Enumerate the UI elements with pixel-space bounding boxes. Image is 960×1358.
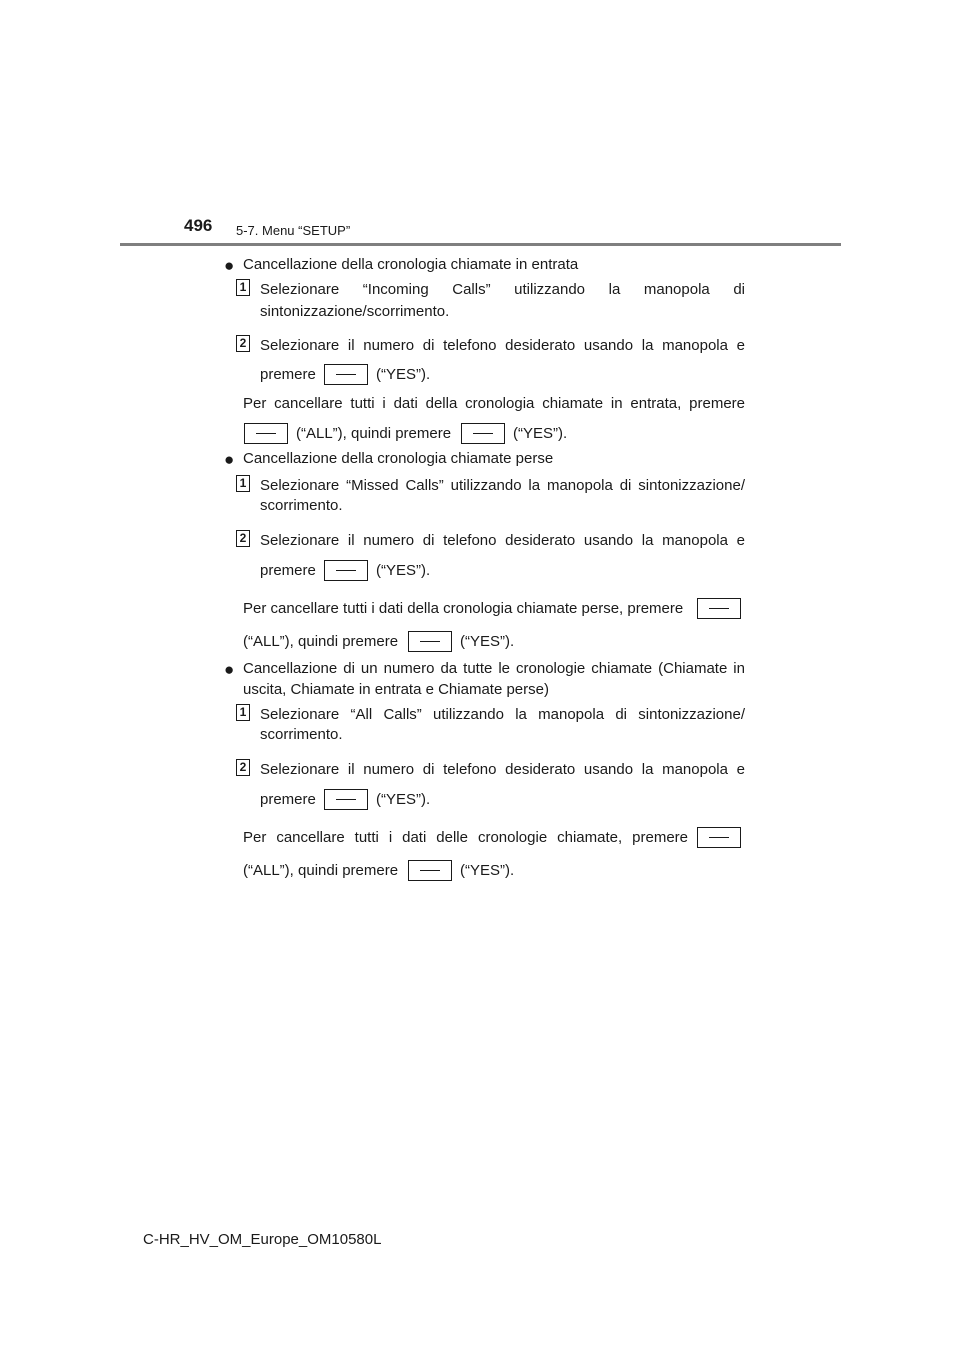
step-text: premere [260, 791, 316, 808]
note-text: (“YES”). [460, 633, 515, 650]
step-number-badge: 2 [236, 759, 250, 776]
yes-button-icon [461, 423, 505, 444]
section-heading: Cancellazione della cronologia chiamate in entrata [243, 256, 579, 273]
note-text: (“ALL”), quindi premere [243, 633, 399, 650]
note-text: (“ALL”), quindi premere [243, 862, 399, 879]
note-text: (“YES”). [460, 862, 515, 879]
step-text: Selezionare il numero di telefono desiderato usando la manopola e [260, 337, 745, 354]
bullet-icon: ● [224, 660, 235, 679]
yes-button-icon [324, 364, 368, 385]
header-rule [120, 243, 841, 246]
step-text: (“YES”). [376, 366, 431, 383]
note-text: Per cancellare tutti i dati della cronologia chiamate in entrata, premere [243, 395, 745, 412]
step-text: premere [260, 366, 316, 383]
all-button-icon [697, 598, 741, 619]
step-text: Selezionare “Incoming Calls” utilizzando la manopola di [260, 281, 745, 298]
step-number-badge: 1 [236, 475, 250, 492]
bullet-icon: ● [224, 450, 235, 469]
note-text: (“YES”). [513, 425, 568, 442]
step-text: scorrimento. [260, 497, 343, 514]
all-button-icon [244, 423, 288, 444]
step-text: (“YES”). [376, 562, 431, 579]
all-button-icon [697, 827, 741, 848]
page-number: 496 [184, 216, 213, 235]
section-heading: uscita, Chiamate in entrata e Chiamate perse) [243, 681, 549, 698]
yes-button-icon [324, 560, 368, 581]
note-text: Per cancellare tutti i dati delle cronologie chiamate, premere [243, 829, 688, 846]
step-text: (“YES”). [376, 791, 431, 808]
step-text: Selezionare il numero di telefono desiderato usando la manopola e [260, 532, 745, 549]
step-number-badge: 1 [236, 704, 250, 721]
step-text: Selezionare “Missed Calls” utilizzando la manopola di sintonizzazione/ [260, 477, 745, 494]
yes-button-icon [408, 631, 452, 652]
step-text: Selezionare il numero di telefono desiderato usando la manopola e [260, 761, 745, 778]
step-number-badge: 2 [236, 530, 250, 547]
step-text: Selezionare “All Calls” utilizzando la manopola di sintonizzazione/ [260, 706, 745, 723]
note-text: (“ALL”), quindi premere [296, 425, 452, 442]
step-text: scorrimento. [260, 726, 343, 743]
document-id: C-HR_HV_OM_Europe_OM10580L [143, 1231, 382, 1248]
step-number-badge: 2 [236, 335, 250, 352]
yes-button-icon [324, 789, 368, 810]
section-heading: Cancellazione della cronologia chiamate perse [243, 450, 554, 467]
section-title: 5-7. Menu “SETUP” [236, 223, 351, 238]
bullet-icon: ● [224, 256, 235, 275]
step-number-badge: 1 [236, 279, 250, 296]
step-text: premere [260, 562, 316, 579]
yes-button-icon [408, 860, 452, 881]
step-text: sintonizzazione/scorrimento. [260, 303, 450, 320]
note-text: Per cancellare tutti i dati della cronologia chiamate perse, premere [243, 600, 684, 617]
section-heading: Cancellazione di un numero da tutte le cronologie chiamate (Chiamate in [243, 660, 745, 677]
